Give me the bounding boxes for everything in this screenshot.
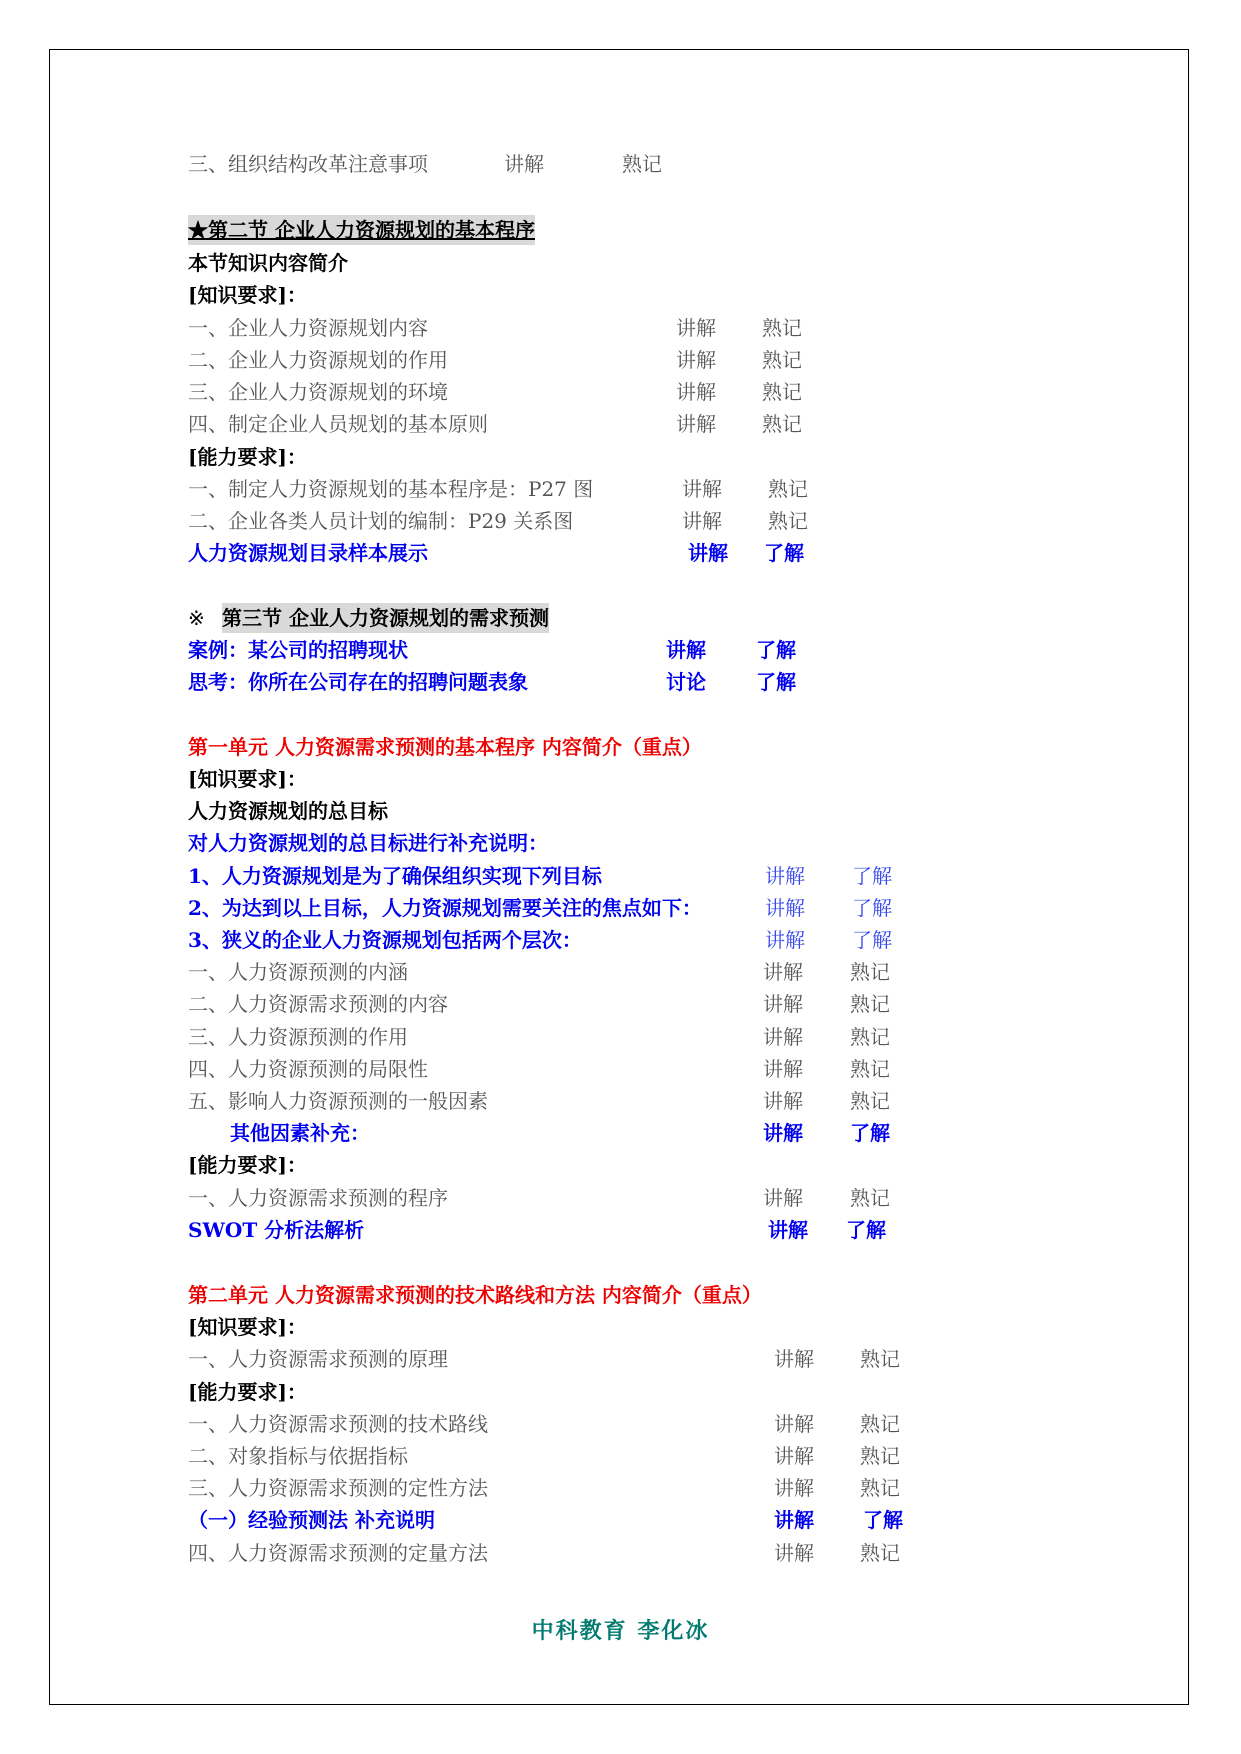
item-method: 讲解 <box>763 1186 803 1210</box>
item-level: 了解 <box>852 864 892 888</box>
item-title: 一、制定人力资源规划的基本程序是：P27 图 <box>188 477 594 501</box>
requirement-text: [能力要求]： <box>188 445 307 469</box>
unit-title: 第一单元 人力资源需求预测的基本程序 内容简介（重点） <box>188 735 702 759</box>
item-level: 熟记 <box>622 152 662 176</box>
requirement-text: [知识要求]： <box>188 767 307 791</box>
item-method: 讲解 <box>682 477 722 501</box>
section-title: 第三节 企业人力资源规划的需求预测 <box>222 603 549 633</box>
item-level: 熟记 <box>762 412 802 436</box>
item-level: 了解 <box>850 1121 890 1145</box>
item-level: 熟记 <box>850 992 890 1016</box>
item-method: 讲解 <box>682 509 722 533</box>
item-level: 了解 <box>852 928 892 952</box>
item-title: 四、制定企业人员规划的基本原则 <box>188 412 488 436</box>
item-level: 了解 <box>852 896 892 920</box>
footer-author: 中科教育 李化冰 <box>531 1619 710 1644</box>
item-title: 人力资源规划目录样本展示 <box>188 541 428 565</box>
item-title: 三、人力资源预测的作用 <box>188 1025 408 1049</box>
item-method: 讲解 <box>676 380 716 404</box>
item-level: 熟记 <box>860 1476 900 1500</box>
item-title: 思考：你所在公司存在的招聘问题表象 <box>188 670 528 694</box>
item-level: 了解 <box>863 1508 903 1532</box>
item-method: 讲解 <box>763 1089 803 1113</box>
item-level: 熟记 <box>762 348 802 372</box>
item-title: 一、人力资源需求预测的程序 <box>188 1186 448 1210</box>
item-level: 熟记 <box>850 1089 890 1113</box>
item-method: 讲解 <box>688 541 728 565</box>
item-method: 讲解 <box>676 348 716 372</box>
subheading-text: 人力资源规划的总目标 <box>188 799 388 823</box>
requirement-text: [知识要求]： <box>188 283 307 307</box>
item-level: 熟记 <box>850 1186 890 1210</box>
requirement-text: [能力要求]： <box>188 1153 307 1177</box>
item-method: 讲解 <box>676 316 716 340</box>
item-method: 讲解 <box>774 1444 814 1468</box>
item-method: 讲解 <box>763 992 803 1016</box>
item-title: 二、企业人力资源规划的作用 <box>188 348 448 372</box>
item-title: 二、对象指标与依据指标 <box>188 1444 408 1468</box>
reference-mark: ※ <box>188 606 205 630</box>
item-method: 讲解 <box>763 1057 803 1081</box>
item-level: 熟记 <box>860 1444 900 1468</box>
item-method: 讲解 <box>666 638 706 662</box>
item-method: 讲解 <box>676 412 716 436</box>
item-title: 一、人力资源需求预测的技术路线 <box>188 1412 488 1436</box>
item-title: 四、人力资源预测的局限性 <box>188 1057 428 1081</box>
item-level: 熟记 <box>762 316 802 340</box>
item-method: 讲解 <box>774 1347 814 1371</box>
item-method: 讲解 <box>765 864 805 888</box>
item-title: 二、企业各类人员计划的编制：P29 关系图 <box>188 509 574 533</box>
item-title: 一、人力资源需求预测的原理 <box>188 1347 448 1371</box>
item-title: 三、组织结构改革注意事项 <box>188 152 428 176</box>
item-level: 了解 <box>756 638 796 662</box>
item-title: SWOT 分析法解析 <box>188 1218 365 1242</box>
item-method: 讲解 <box>504 152 544 176</box>
item-method: 讲解 <box>765 928 805 952</box>
item-level: 了解 <box>846 1218 886 1242</box>
item-title: 3、狭义的企业人力资源规划包括两个层次： <box>188 928 582 952</box>
item-level: 熟记 <box>850 1057 890 1081</box>
subheading-text: 本节知识内容简介 <box>188 251 348 275</box>
item-method: 讲解 <box>774 1508 814 1532</box>
item-title: 三、企业人力资源规划的环境 <box>188 380 448 404</box>
item-title: 一、人力资源预测的内涵 <box>188 960 408 984</box>
item-method: 讲解 <box>774 1476 814 1500</box>
item-title: 1、人力资源规划是为了确保组织实现下列目标 <box>188 864 602 888</box>
item-level: 熟记 <box>860 1541 900 1565</box>
item-title: 三、人力资源需求预测的定性方法 <box>188 1476 488 1500</box>
item-title: （一）经验预测法 补充说明 <box>188 1508 435 1532</box>
item-method: 讲解 <box>763 960 803 984</box>
section-title: ★第二节 企业人力资源规划的基本程序 <box>188 215 535 245</box>
item-method: 讲解 <box>763 1025 803 1049</box>
item-title: 一、企业人力资源规划内容 <box>188 316 428 340</box>
item-level: 熟记 <box>860 1412 900 1436</box>
item-title: 四、人力资源需求预测的定量方法 <box>188 1541 488 1565</box>
item-level: 熟记 <box>762 380 802 404</box>
item-level: 熟记 <box>850 1025 890 1049</box>
item-level: 熟记 <box>768 509 808 533</box>
item-title: 其他因素补充： <box>230 1121 370 1145</box>
item-method: 讲解 <box>768 1218 808 1242</box>
item-method: 讨论 <box>666 670 706 694</box>
item-level: 熟记 <box>860 1347 900 1371</box>
item-title: 二、人力资源需求预测的内容 <box>188 992 448 1016</box>
item-level: 熟记 <box>850 960 890 984</box>
item-level: 了解 <box>756 670 796 694</box>
item-level: 熟记 <box>768 477 808 501</box>
item-method: 讲解 <box>765 896 805 920</box>
item-title: 五、影响人力资源预测的一般因素 <box>188 1089 488 1113</box>
item-method: 讲解 <box>763 1121 803 1145</box>
requirement-text: [知识要求]： <box>188 1315 307 1339</box>
subheading-text: 对人力资源规划的总目标进行补充说明： <box>188 831 548 855</box>
unit-title: 第二单元 人力资源需求预测的技术路线和方法 内容简介（重点） <box>188 1283 762 1307</box>
item-level: 了解 <box>764 541 804 565</box>
requirement-text: [能力要求]： <box>188 1380 307 1404</box>
item-title: 2、为达到以上目标，人力资源规划需要关注的焦点如下： <box>188 896 702 920</box>
item-method: 讲解 <box>774 1541 814 1565</box>
item-title: 案例：某公司的招聘现状 <box>188 638 408 662</box>
item-method: 讲解 <box>774 1412 814 1436</box>
